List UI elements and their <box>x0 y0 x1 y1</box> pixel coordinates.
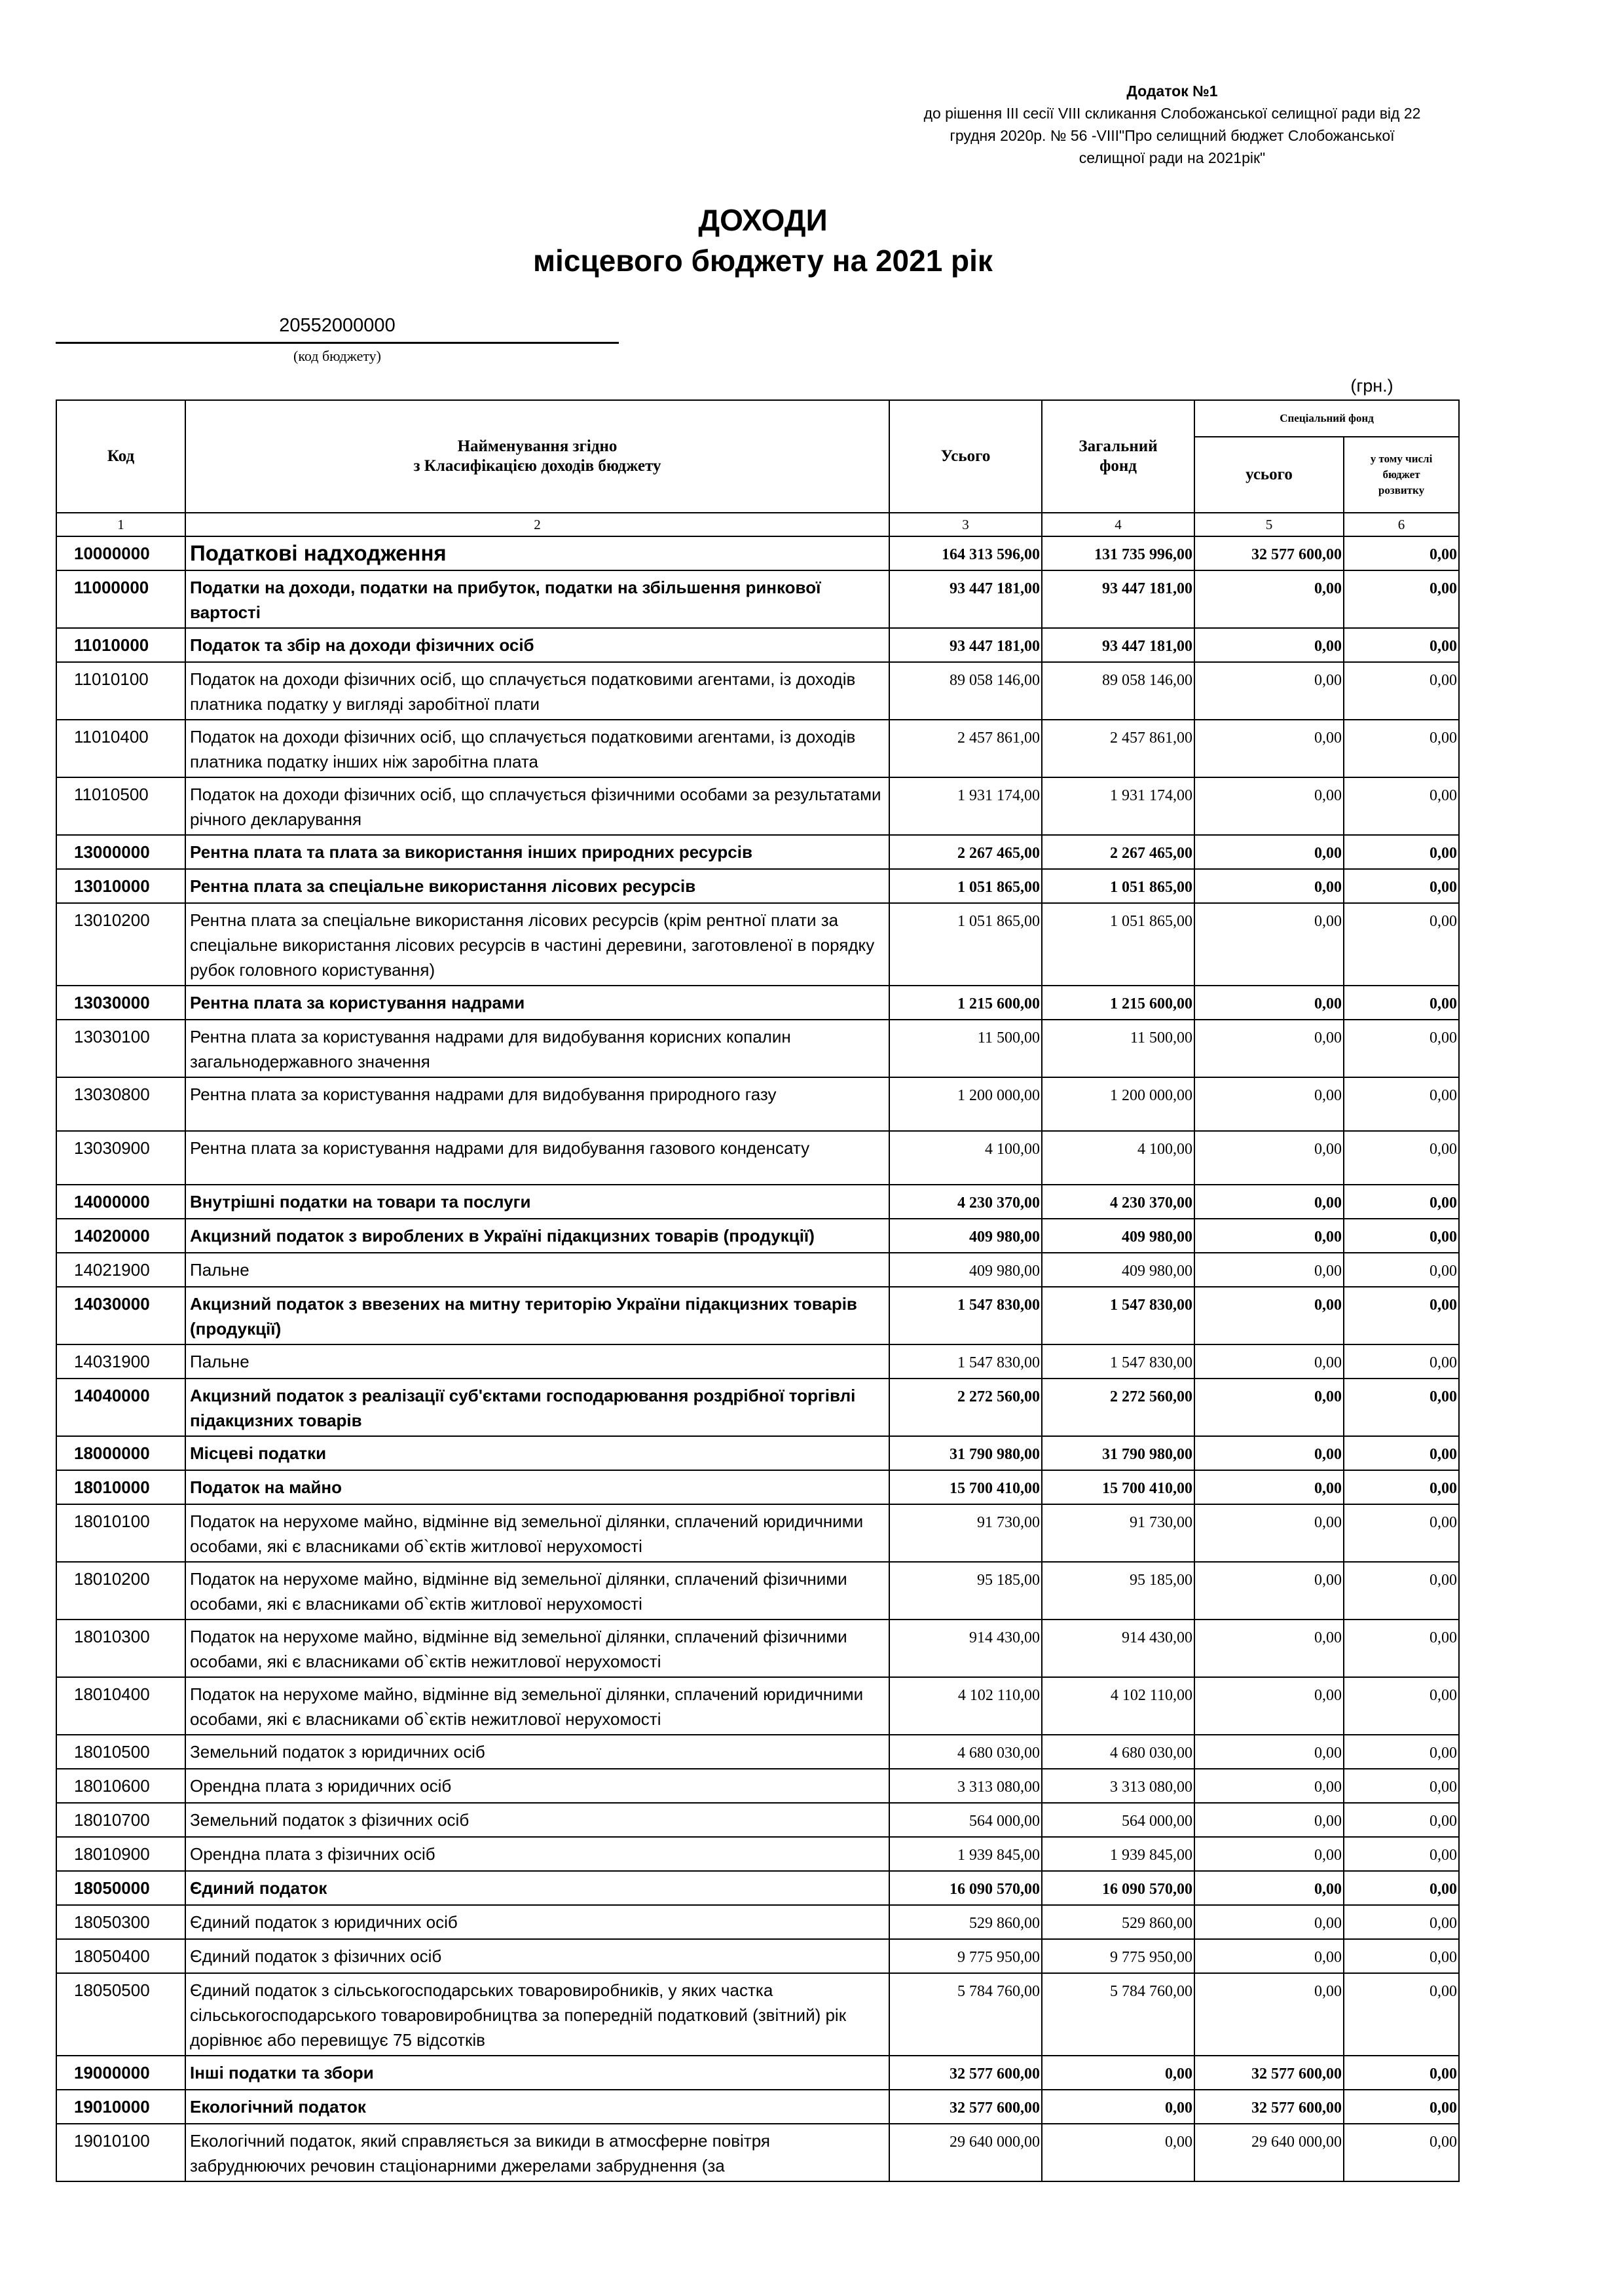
row-total: 2 272 560,00 <box>889 1379 1042 1436</box>
row-general-fund: 31 790 980,00 <box>1042 1436 1194 1470</box>
row-special-fund: 0,00 <box>1194 1939 1344 1973</box>
table-row <box>56 1769 1459 1803</box>
row-development-budget: 0,00 <box>1344 1504 1459 1562</box>
row-special-fund: 0,00 <box>1194 1470 1344 1504</box>
income-rows <box>56 536 1459 2181</box>
table-row <box>56 1504 1459 1562</box>
header-name-line-1: Найменування згідно <box>457 437 618 455</box>
row-code: 18010500 <box>56 1735 185 1769</box>
annex-line-2: грудня 2020р. № 56 -VIII"Про селищний бюджет Слобожанської <box>950 127 1395 144</box>
row-general-fund: 1 215 600,00 <box>1042 986 1194 1020</box>
header-development-budget <box>1344 437 1459 513</box>
row-special-fund: 0,00 <box>1194 1973 1344 2056</box>
table-row <box>56 1677 1459 1735</box>
row-development-budget: 0,00 <box>1344 628 1459 662</box>
row-name: Інші податки та збори <box>185 2056 889 2090</box>
table-row <box>56 570 1459 628</box>
row-general-fund: 93 447 181,00 <box>1042 570 1194 628</box>
row-development-budget: 0,00 <box>1344 2056 1459 2090</box>
header-general-line-2: фонд <box>1099 457 1137 475</box>
row-general-fund: 409 980,00 <box>1042 1253 1194 1287</box>
table-row <box>56 1837 1459 1871</box>
row-code: 19010000 <box>56 2090 185 2124</box>
row-general-fund: 1 200 000,00 <box>1042 1077 1194 1131</box>
row-total: 16 090 570,00 <box>889 1871 1042 1905</box>
row-code: 10000000 <box>56 536 185 570</box>
row-code: 18050500 <box>56 1973 185 2056</box>
row-general-fund: 409 980,00 <box>1042 1219 1194 1253</box>
row-development-budget: 0,00 <box>1344 1020 1459 1077</box>
row-name: Земельний податок з юридичних осіб <box>185 1735 889 1769</box>
column-number: 4 <box>1042 513 1194 536</box>
table-row <box>56 1077 1459 1131</box>
header-special-fund: Спеціальний фонд <box>1194 400 1459 437</box>
row-special-fund: 0,00 <box>1194 1504 1344 1562</box>
row-development-budget: 0,00 <box>1344 903 1459 986</box>
row-total: 32 577 600,00 <box>889 2056 1042 2090</box>
row-code: 11000000 <box>56 570 185 628</box>
header-general-fund <box>1042 400 1194 513</box>
row-development-budget: 0,00 <box>1344 1620 1459 1677</box>
row-name: Акцизний податок з реалізації суб'єктами господарювання роздрібної торгівлі підакцизних товарів <box>185 1379 889 1436</box>
table-row <box>56 1735 1459 1769</box>
row-special-fund: 0,00 <box>1194 1769 1344 1803</box>
table-row <box>56 720 1459 777</box>
row-special-fund: 0,00 <box>1194 1077 1344 1131</box>
row-name: Єдиний податок з фізичних осіб <box>185 1939 889 1973</box>
row-code: 14021900 <box>56 1253 185 1287</box>
row-name: Єдиний податок з юридичних осіб <box>185 1905 889 1939</box>
row-code: 13030900 <box>56 1131 185 1185</box>
row-development-budget: 0,00 <box>1344 1905 1459 1939</box>
row-development-budget: 0,00 <box>1344 1379 1459 1436</box>
row-name: Єдиний податок <box>185 1871 889 1905</box>
row-total: 1 051 865,00 <box>889 869 1042 903</box>
row-general-fund: 2 457 861,00 <box>1042 720 1194 777</box>
row-development-budget: 0,00 <box>1344 1470 1459 1504</box>
row-total: 11 500,00 <box>889 1020 1042 1077</box>
row-code: 14030000 <box>56 1287 185 1344</box>
table-row <box>56 1287 1459 1344</box>
row-special-fund: 0,00 <box>1194 1620 1344 1677</box>
table-row <box>56 1871 1459 1905</box>
row-development-budget: 0,00 <box>1344 1973 1459 2056</box>
row-total: 409 980,00 <box>889 1253 1042 1287</box>
annex-title: Додаток №1 <box>1126 83 1218 100</box>
column-number: 1 <box>56 513 185 536</box>
row-general-fund: 4 102 110,00 <box>1042 1677 1194 1735</box>
header-row <box>56 400 1459 437</box>
row-code: 11010000 <box>56 628 185 662</box>
row-total: 914 430,00 <box>889 1620 1042 1677</box>
table-row <box>56 2056 1459 2090</box>
row-general-fund: 0,00 <box>1042 2124 1194 2181</box>
row-special-fund: 0,00 <box>1194 1735 1344 1769</box>
table-row <box>56 1803 1459 1837</box>
row-total: 2 267 465,00 <box>889 835 1042 869</box>
table-row <box>56 1131 1459 1185</box>
row-total: 529 860,00 <box>889 1905 1042 1939</box>
row-development-budget: 0,00 <box>1344 1562 1459 1620</box>
header-name <box>185 400 889 513</box>
row-total: 32 577 600,00 <box>889 2090 1042 2124</box>
table-row <box>56 628 1459 662</box>
table-row <box>56 536 1459 570</box>
row-total: 29 640 000,00 <box>889 2124 1042 2181</box>
row-development-budget: 0,00 <box>1344 1939 1459 1973</box>
row-code: 14040000 <box>56 1379 185 1436</box>
row-total: 4 680 030,00 <box>889 1735 1042 1769</box>
row-development-budget: 0,00 <box>1344 1287 1459 1344</box>
row-special-fund: 32 577 600,00 <box>1194 2090 1344 2124</box>
row-name: Податок та збір на доходи фізичних осіб <box>185 628 889 662</box>
row-special-fund: 0,00 <box>1194 1131 1344 1185</box>
column-number-row <box>56 513 1459 536</box>
row-development-budget: 0,00 <box>1344 720 1459 777</box>
row-special-fund: 32 577 600,00 <box>1194 536 1344 570</box>
row-total: 3 313 080,00 <box>889 1769 1042 1803</box>
column-number: 2 <box>185 513 889 536</box>
row-code: 19000000 <box>56 2056 185 2090</box>
row-total: 15 700 410,00 <box>889 1470 1042 1504</box>
row-code: 13010200 <box>56 903 185 986</box>
row-development-budget: 0,00 <box>1344 1344 1459 1379</box>
row-total: 5 784 760,00 <box>889 1973 1042 2056</box>
row-special-fund: 29 640 000,00 <box>1194 2124 1344 2181</box>
row-total: 164 313 596,00 <box>889 536 1042 570</box>
table-row <box>56 1344 1459 1379</box>
table-row <box>56 2124 1459 2181</box>
row-general-fund: 9 775 950,00 <box>1042 1939 1194 1973</box>
row-total: 1 200 000,00 <box>889 1077 1042 1131</box>
row-development-budget: 0,00 <box>1344 1185 1459 1219</box>
row-code: 18000000 <box>56 1436 185 1470</box>
table-row <box>56 1219 1459 1253</box>
income-table <box>56 399 1460 2182</box>
column-number: 5 <box>1194 513 1344 536</box>
row-name: Рентна плата за користування надрами <box>185 986 889 1020</box>
row-development-budget: 0,00 <box>1344 1131 1459 1185</box>
table-row <box>56 2090 1459 2124</box>
header-dev-line-1: у тому числі <box>1370 453 1433 465</box>
row-code: 18050300 <box>56 1905 185 1939</box>
row-development-budget: 0,00 <box>1344 1735 1459 1769</box>
row-development-budget: 0,00 <box>1344 662 1459 720</box>
row-name: Екологічний податок, який справляється за викиди в атмосферне повітря забруднюючих речовин стаціонарними джерелами забруднення (за <box>185 2124 889 2181</box>
row-special-fund: 0,00 <box>1194 720 1344 777</box>
row-special-fund: 0,00 <box>1194 1436 1344 1470</box>
row-development-budget: 0,00 <box>1344 2124 1459 2181</box>
row-name: Податок на нерухоме майно, відмінне від земельної ділянки, сплачений юридичними особами, які є власниками об`єктів нежитлової нерухомості <box>185 1677 889 1735</box>
row-total: 1 051 865,00 <box>889 903 1042 986</box>
row-code: 11010400 <box>56 720 185 777</box>
row-general-fund: 2 267 465,00 <box>1042 835 1194 869</box>
row-total: 4 230 370,00 <box>889 1185 1042 1219</box>
row-name: Податок на нерухоме майно, відмінне від земельної ділянки, сплачений юридичними особами, які є власниками об`єктів житлової нерухомості <box>185 1504 889 1562</box>
table-row <box>56 1973 1459 2056</box>
row-general-fund: 1 547 830,00 <box>1042 1287 1194 1344</box>
row-total: 95 185,00 <box>889 1562 1042 1620</box>
row-code: 18010600 <box>56 1769 185 1803</box>
row-general-fund: 5 784 760,00 <box>1042 1973 1194 2056</box>
row-code: 18010000 <box>56 1470 185 1504</box>
row-development-budget: 0,00 <box>1344 536 1459 570</box>
table-row <box>56 986 1459 1020</box>
table-row <box>56 903 1459 986</box>
row-name: Податкові надходження <box>185 536 889 570</box>
row-name: Рентна плата та плата за використання інших природних ресурсів <box>185 835 889 869</box>
row-name: Рентна плата за користування надрами для видобування газового конденсату <box>185 1131 889 1185</box>
row-total: 9 775 950,00 <box>889 1939 1042 1973</box>
header-general-line-1: Загальний <box>1079 437 1158 455</box>
row-code: 14020000 <box>56 1219 185 1253</box>
row-general-fund: 1 051 865,00 <box>1042 869 1194 903</box>
row-name: Податок на доходи фізичних осіб, що сплачується податковими агентами, із доходів платника податку інших ніж заробітна плата <box>185 720 889 777</box>
header-dev-line-2: бюджет <box>1382 468 1420 481</box>
row-total: 2 457 861,00 <box>889 720 1042 777</box>
row-special-fund: 0,00 <box>1194 662 1344 720</box>
row-total: 1 547 830,00 <box>889 1287 1042 1344</box>
table-row <box>56 1939 1459 1973</box>
row-general-fund: 95 185,00 <box>1042 1562 1194 1620</box>
row-total: 4 102 110,00 <box>889 1677 1042 1735</box>
row-name: Податок на доходи фізичних осіб, що сплачується податковими агентами, із доходів платника податку у вигляді заробітної плати <box>185 662 889 720</box>
row-general-fund: 0,00 <box>1042 2090 1194 2124</box>
row-general-fund: 564 000,00 <box>1042 1803 1194 1837</box>
row-name: Податок на нерухоме майно, відмінне від земельної ділянки, сплачений фізичними особами, які є власниками об`єктів житлової нерухомості <box>185 1562 889 1620</box>
table-row <box>56 1379 1459 1436</box>
table-row <box>56 1470 1459 1504</box>
title-line-1: ДОХОДИ <box>698 203 828 237</box>
row-name: Податок на нерухоме майно, відмінне від земельної ділянки, сплачений фізичними особами, які є власниками об`єктів нежитлової нерухомості <box>185 1620 889 1677</box>
row-code: 18010100 <box>56 1504 185 1562</box>
row-general-fund: 4 230 370,00 <box>1042 1185 1194 1219</box>
row-general-fund: 914 430,00 <box>1042 1620 1194 1677</box>
table-row <box>56 1436 1459 1470</box>
row-name: Орендна плата з юридичних осіб <box>185 1769 889 1803</box>
header-dev-line-3: розвитку <box>1378 484 1425 496</box>
table-row <box>56 869 1459 903</box>
row-total: 4 100,00 <box>889 1131 1042 1185</box>
row-special-fund: 0,00 <box>1194 1379 1344 1436</box>
table-row <box>56 1620 1459 1677</box>
row-name: Податок на доходи фізичних осіб, що сплачується фізичними особами за результатами річного декларування <box>185 777 889 835</box>
column-number: 6 <box>1344 513 1459 536</box>
row-code: 13030800 <box>56 1077 185 1131</box>
row-total: 93 447 181,00 <box>889 570 1042 628</box>
row-name: Акцизний податок з ввезених на митну територію України підакцизних товарів (продукції) <box>185 1287 889 1344</box>
row-total: 1 939 845,00 <box>889 1837 1042 1871</box>
row-general-fund: 16 090 570,00 <box>1042 1871 1194 1905</box>
table-row <box>56 1185 1459 1219</box>
row-code: 11010100 <box>56 662 185 720</box>
row-special-fund: 0,00 <box>1194 1871 1344 1905</box>
row-name: Пальне <box>185 1253 889 1287</box>
row-special-fund: 0,00 <box>1194 869 1344 903</box>
row-total: 91 730,00 <box>889 1504 1042 1562</box>
header-special-total: усього <box>1194 437 1344 513</box>
row-general-fund: 1 939 845,00 <box>1042 1837 1194 1871</box>
row-name: Місцеві податки <box>185 1436 889 1470</box>
row-total: 1 547 830,00 <box>889 1344 1042 1379</box>
row-name: Рентна плата за спеціальне використання лісових ресурсів (крім рентної плати за спеціальне використання лісових ресурсів в частині деревини, заготовленої в порядку рубок головного користування) <box>185 903 889 986</box>
row-development-budget: 0,00 <box>1344 570 1459 628</box>
row-general-fund: 3 313 080,00 <box>1042 1769 1194 1803</box>
row-code: 14031900 <box>56 1344 185 1379</box>
row-name: Рентна плата за спеціальне використання лісових ресурсів <box>185 869 889 903</box>
row-general-fund: 89 058 146,00 <box>1042 662 1194 720</box>
row-general-fund: 1 051 865,00 <box>1042 903 1194 986</box>
table-row <box>56 1020 1459 1077</box>
annex-line-3: селищної ради на 2021рік" <box>1079 149 1266 166</box>
row-development-budget: 0,00 <box>1344 1769 1459 1803</box>
row-general-fund: 1 931 174,00 <box>1042 777 1194 835</box>
row-special-fund: 0,00 <box>1194 1677 1344 1735</box>
row-name: Єдиний податок з сільськогосподарських товаровиробників, у яких частка сільськогосподарського товаровиробництва за попередній податковий (звітний) рік дорівнює або перевищує 75 відсотків <box>185 1973 889 2056</box>
row-special-fund: 0,00 <box>1194 570 1344 628</box>
header-total: Усього <box>889 400 1042 513</box>
row-special-fund: 0,00 <box>1194 1253 1344 1287</box>
row-development-budget: 0,00 <box>1344 1253 1459 1287</box>
table-row <box>56 662 1459 720</box>
row-special-fund: 0,00 <box>1194 1219 1344 1253</box>
row-general-fund: 4 100,00 <box>1042 1131 1194 1185</box>
row-general-fund: 4 680 030,00 <box>1042 1735 1194 1769</box>
row-development-budget: 0,00 <box>1344 777 1459 835</box>
row-special-fund: 0,00 <box>1194 777 1344 835</box>
row-total: 31 790 980,00 <box>889 1436 1042 1470</box>
row-general-fund: 2 272 560,00 <box>1042 1379 1194 1436</box>
row-general-fund: 93 447 181,00 <box>1042 628 1194 662</box>
row-code: 13030100 <box>56 1020 185 1077</box>
row-special-fund: 0,00 <box>1194 903 1344 986</box>
row-name: Внутрішні податки на товари та послуги <box>185 1185 889 1219</box>
row-code: 18050400 <box>56 1939 185 1973</box>
header-code: Код <box>56 400 185 513</box>
row-general-fund: 15 700 410,00 <box>1042 1470 1194 1504</box>
row-special-fund: 0,00 <box>1194 1562 1344 1620</box>
row-special-fund: 0,00 <box>1194 1837 1344 1871</box>
row-code: 13000000 <box>56 835 185 869</box>
row-total: 89 058 146,00 <box>889 662 1042 720</box>
row-special-fund: 0,00 <box>1194 1905 1344 1939</box>
row-special-fund: 0,00 <box>1194 1344 1344 1379</box>
row-development-budget: 0,00 <box>1344 835 1459 869</box>
row-development-budget: 0,00 <box>1344 1436 1459 1470</box>
row-special-fund: 32 577 600,00 <box>1194 2056 1344 2090</box>
row-general-fund: 529 860,00 <box>1042 1905 1194 1939</box>
row-name: Рентна плата за користування надрами для видобування корисних копалин загальнодержавного значення <box>185 1020 889 1077</box>
row-code: 11010500 <box>56 777 185 835</box>
currency-label: (грн.) <box>1350 376 1393 396</box>
row-name: Податки на доходи, податки на прибуток, податки на збільшення ринкової вартості <box>185 570 889 628</box>
row-special-fund: 0,00 <box>1194 835 1344 869</box>
header-name-line-2: з Класифікацією доходів бюджету <box>413 457 661 475</box>
row-special-fund: 0,00 <box>1194 1020 1344 1077</box>
row-name: Екологічний податок <box>185 2090 889 2124</box>
column-number: 3 <box>889 513 1042 536</box>
row-special-fund: 0,00 <box>1194 628 1344 662</box>
row-general-fund: 0,00 <box>1042 2056 1194 2090</box>
row-development-budget: 0,00 <box>1344 1077 1459 1131</box>
row-code: 18010900 <box>56 1837 185 1871</box>
row-development-budget: 0,00 <box>1344 1871 1459 1905</box>
row-name: Податок на майно <box>185 1470 889 1504</box>
row-name: Пальне <box>185 1344 889 1379</box>
annex-line-1: до рішення ІІІ сесії VIII скликання Слобожанської селищної ради від 22 <box>923 105 1421 122</box>
row-total: 564 000,00 <box>889 1803 1042 1837</box>
table-row <box>56 777 1459 835</box>
row-total: 93 447 181,00 <box>889 628 1042 662</box>
annex-note <box>864 80 1480 169</box>
row-development-budget: 0,00 <box>1344 1219 1459 1253</box>
row-total: 1 215 600,00 <box>889 986 1042 1020</box>
row-development-budget: 0,00 <box>1344 1803 1459 1837</box>
row-special-fund: 0,00 <box>1194 1185 1344 1219</box>
row-code: 19010100 <box>56 2124 185 2181</box>
row-special-fund: 0,00 <box>1194 986 1344 1020</box>
row-code: 18010700 <box>56 1803 185 1837</box>
row-code: 18010300 <box>56 1620 185 1677</box>
title-line-2: місцевого бюджету на 2021 рік <box>533 244 993 278</box>
row-special-fund: 0,00 <box>1194 1287 1344 1344</box>
row-general-fund: 91 730,00 <box>1042 1504 1194 1562</box>
budget-code-label: (код бюджету) <box>293 348 381 364</box>
row-code: 13010000 <box>56 869 185 903</box>
budget-code-value: 20552000000 <box>56 312 619 344</box>
document-title <box>0 200 1526 281</box>
row-total: 1 931 174,00 <box>889 777 1042 835</box>
row-general-fund: 131 735 996,00 <box>1042 536 1194 570</box>
table-row <box>56 835 1459 869</box>
table-row <box>56 1562 1459 1620</box>
row-name: Акцизний податок з вироблених в Україні підакцизних товарів (продукції) <box>185 1219 889 1253</box>
row-code: 18010400 <box>56 1677 185 1735</box>
row-development-budget: 0,00 <box>1344 2090 1459 2124</box>
row-development-budget: 0,00 <box>1344 1837 1459 1871</box>
row-code: 14000000 <box>56 1185 185 1219</box>
table-row <box>56 1905 1459 1939</box>
row-general-fund: 11 500,00 <box>1042 1020 1194 1077</box>
row-development-budget: 0,00 <box>1344 1677 1459 1735</box>
row-code: 13030000 <box>56 986 185 1020</box>
row-development-budget: 0,00 <box>1344 986 1459 1020</box>
row-code: 18010200 <box>56 1562 185 1620</box>
row-special-fund: 0,00 <box>1194 1803 1344 1837</box>
row-name: Орендна плата з фізичних осіб <box>185 1837 889 1871</box>
row-general-fund: 1 547 830,00 <box>1042 1344 1194 1379</box>
row-name: Земельний податок з фізичних осіб <box>185 1803 889 1837</box>
table-row <box>56 1253 1459 1287</box>
row-total: 409 980,00 <box>889 1219 1042 1253</box>
row-code: 18050000 <box>56 1871 185 1905</box>
row-development-budget: 0,00 <box>1344 869 1459 903</box>
row-name: Рентна плата за користування надрами для видобування природного газу <box>185 1077 889 1131</box>
